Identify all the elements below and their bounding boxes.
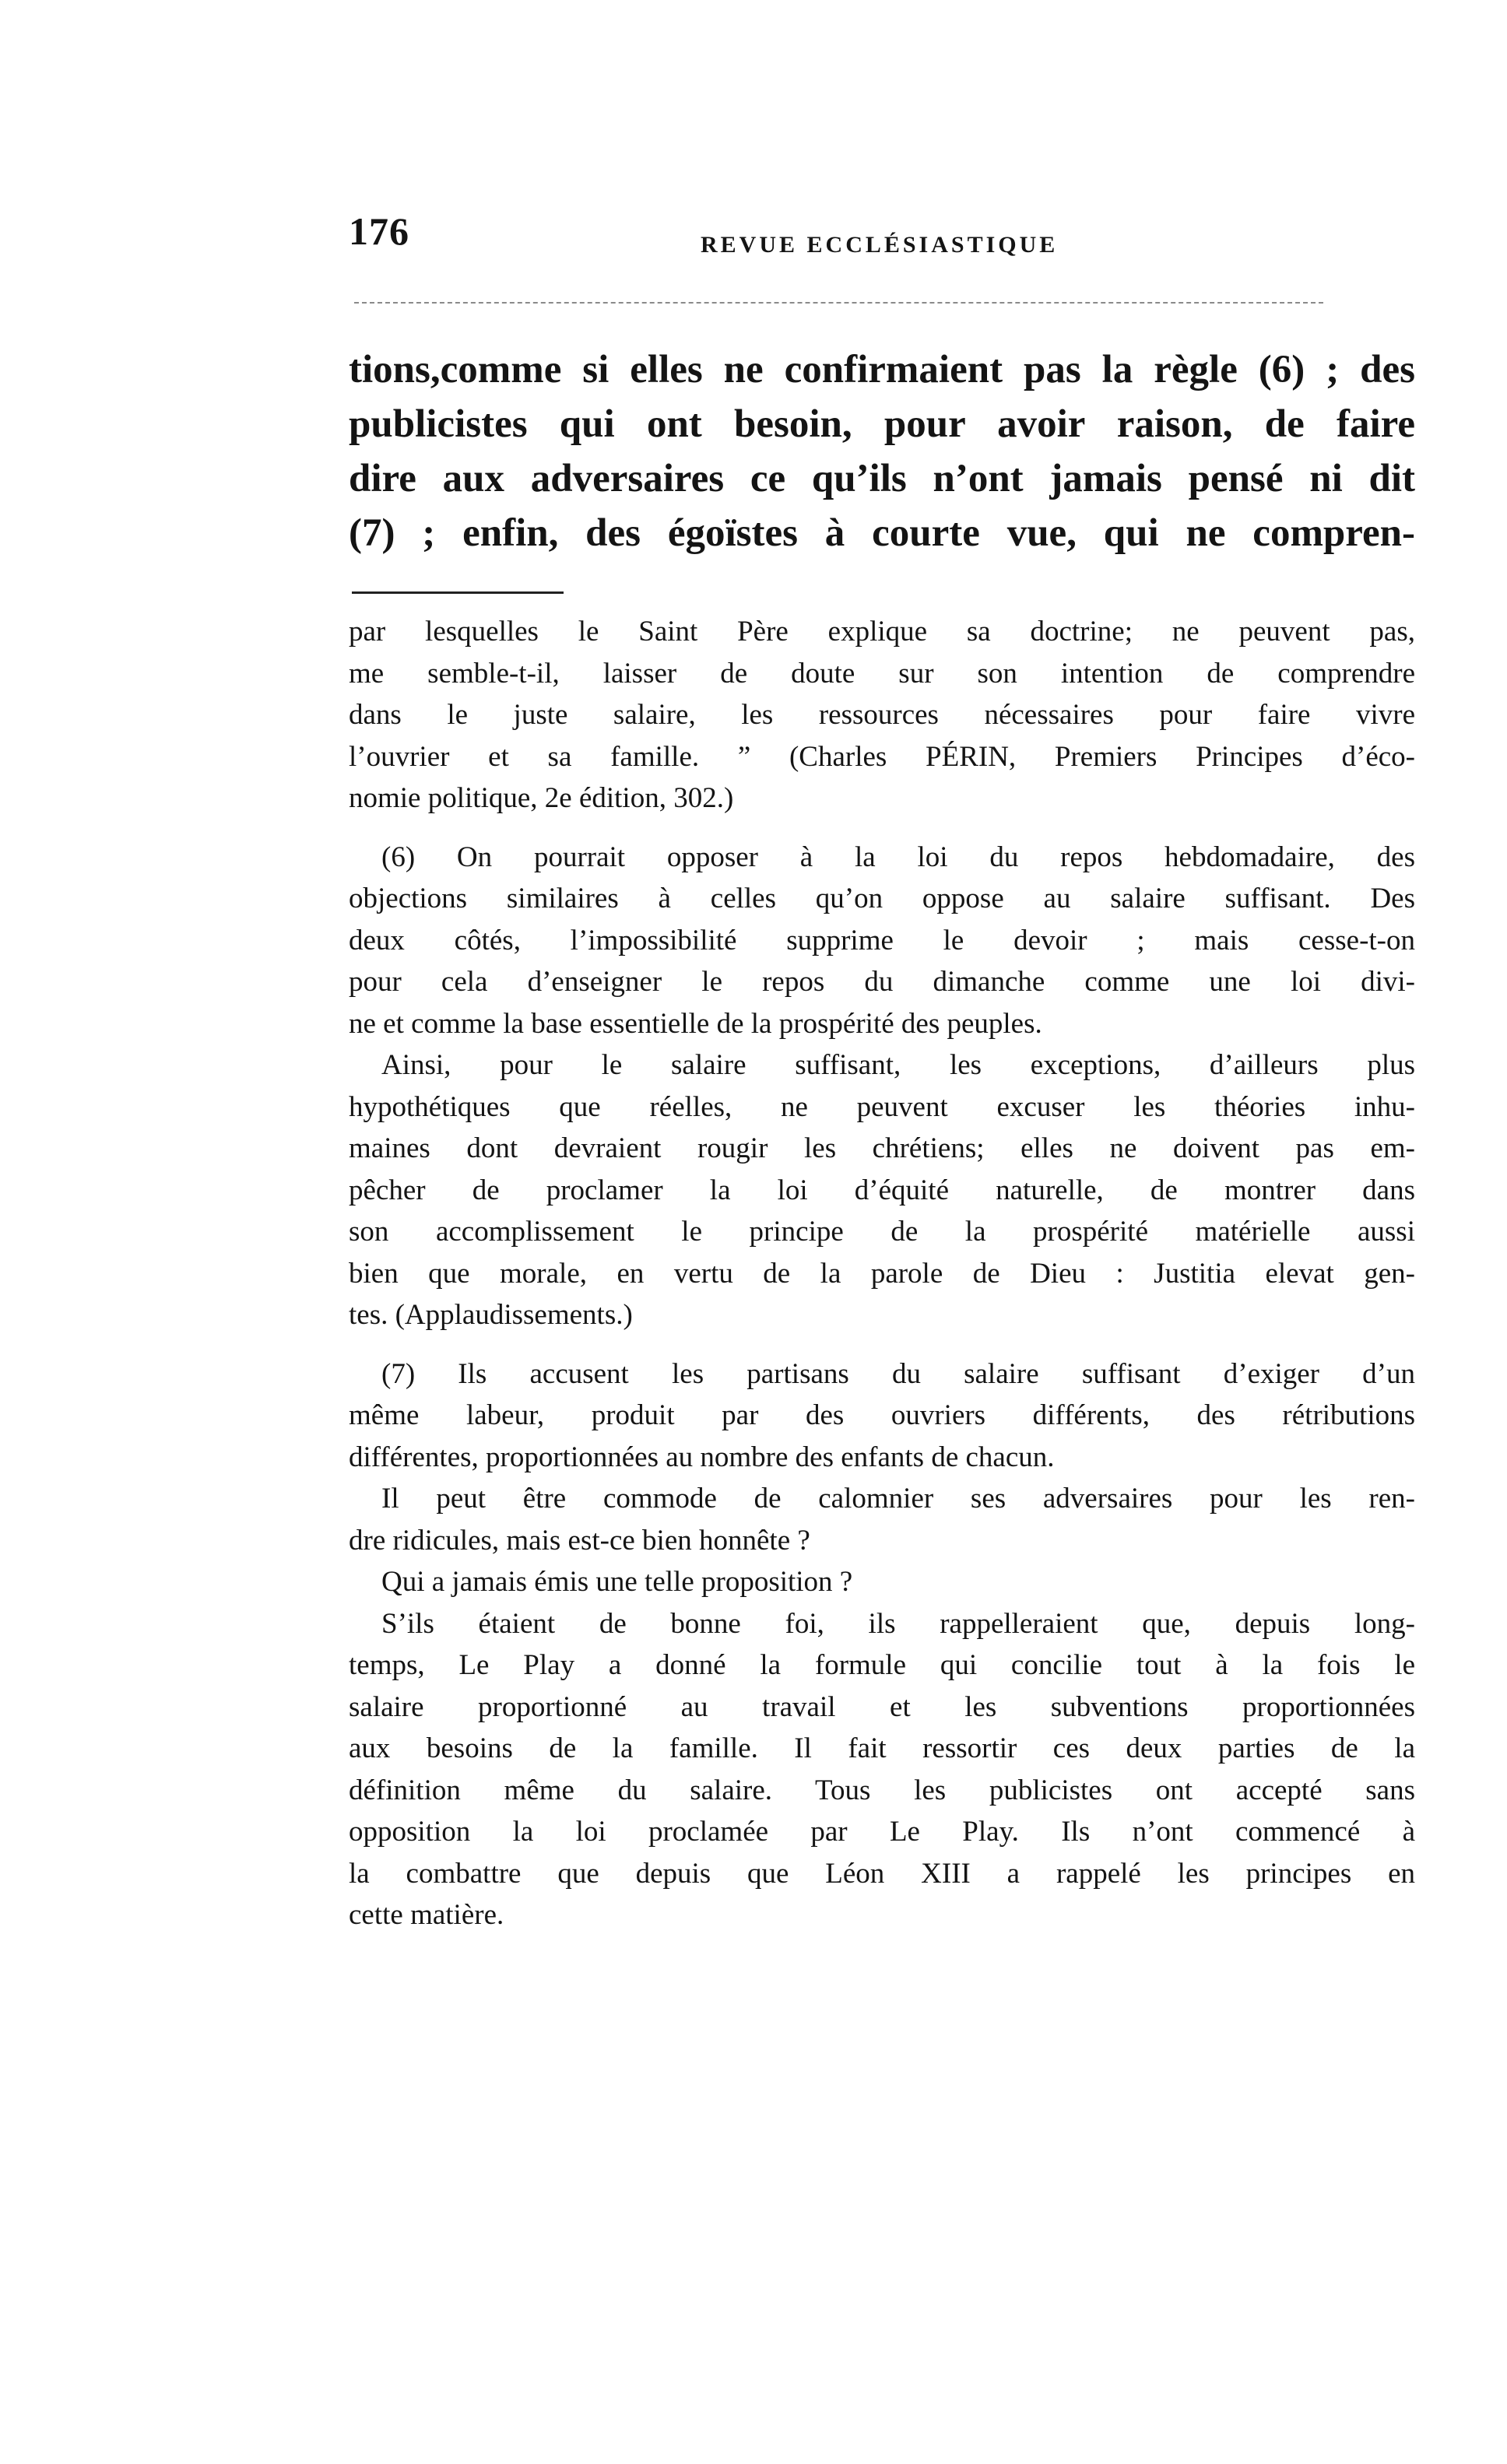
- text-line: dire aux adversaires ce qu’ils n’ont jamais pensé ni dit: [349, 457, 1415, 500]
- text-line: (7) ; enfin, des égoïstes à courte vue, qui ne compren-: [349, 511, 1415, 555]
- footnote-line: maines dont devraient rougir les chrétiens; elles ne doivent pas em-: [349, 1132, 1415, 1164]
- footnote-line: Ainsi, pour le salaire suffisant, les exceptions, d’ailleurs plus: [381, 1049, 1415, 1081]
- footnote-line: l’ouvrier et sa famille. ” (Charles PÉRIN, Premiers Principes d’éco-: [349, 740, 1415, 773]
- footnote-line: définition même du salaire. Tous les publicistes ont accepté sans: [349, 1774, 1415, 1806]
- footnote-line: (7) Ils accusent les partisans du salaire suffisant d’exiger d’un: [381, 1357, 1415, 1390]
- footnote-line: pour cela d’enseigner le repos du dimanche comme une loi divi-: [349, 966, 1415, 998]
- text-line: tions,comme si elles ne confirmaient pas la règle (6) ; des: [349, 348, 1415, 391]
- footnote-line: différentes, proportionnées au nombre des enfants de chacun.: [349, 1441, 1055, 1473]
- footnote-line: par lesquelles le Saint Père explique sa doctrine; ne peuvent pas,: [349, 616, 1415, 648]
- footnote-6: [349, 837, 1415, 1336]
- footnote-line: Qui a jamais émis une telle proposition ?: [381, 1566, 853, 1598]
- footnote-line: deux côtés, l’impossibilité supprime le devoir ; mais cesse-t-on: [349, 924, 1415, 956]
- footnote-line: bien que morale, en vertu de la parole de Dieu : Justitia elevat gen-: [349, 1257, 1415, 1290]
- footnote-line: temps, Le Play a donné la formule qui concilie tout à la fois le: [349, 1649, 1415, 1681]
- footnote-continuation: [349, 611, 1415, 820]
- header-rule: [354, 302, 1323, 304]
- footnote-line: nomie politique, 2e édition, 302.): [349, 782, 734, 814]
- footnote-line: Il peut être commode de calomnier ses adversaires pour les ren-: [381, 1483, 1415, 1515]
- page-header: [349, 209, 1415, 271]
- footnote-line: me semble-t-il, laisser de doute sur son intention de comprendre: [349, 657, 1415, 690]
- footnote-line: dans le juste salaire, les ressources nécessaires pour faire vivre: [349, 699, 1415, 731]
- footnote-line: son accomplissement le principe de la prospérité matérielle aussi: [349, 1216, 1415, 1248]
- footnote-line: S’ils étaient de bonne foi, ils rappelleraient que, depuis long-: [381, 1607, 1415, 1640]
- footnote-line: objections similaires à celles qu’on oppose au salaire suffisant. Des: [349, 883, 1415, 914]
- footnote-line: (6) On pourrait opposer à la loi du repos hebdomadaire, des: [381, 841, 1415, 873]
- footnote-gap: [349, 820, 1415, 837]
- text-line: publicistes qui ont besoin, pour avoir raison, de faire: [349, 402, 1415, 446]
- main-text: [349, 342, 1415, 560]
- footnote-line: la combattre que depuis que Léon XIII a rappelé les principes en: [349, 1857, 1415, 1890]
- footnote-line: aux besoins de la famille. Il fait ressortir ces deux parties de la: [349, 1732, 1415, 1764]
- footnote-line: opposition la loi proclamée par Le Play. Ils n’ont commencé à: [349, 1816, 1415, 1848]
- footnote-rule: [352, 591, 564, 594]
- footnote-line: même labeur, produit par des ouvriers différents, des rétributions: [349, 1399, 1415, 1431]
- footnote-line: ne et comme la base essentielle de la prospérité des peuples.: [349, 1007, 1042, 1040]
- footnote-7: [349, 1353, 1415, 1936]
- footnote-line: dre ridicules, mais est-ce bien honnête ?: [349, 1524, 810, 1557]
- footnote-line: pêcher de proclamer la loi d’équité naturelle, de montrer dans: [349, 1174, 1415, 1206]
- page-number: 176: [349, 209, 409, 253]
- running-title: REVUE ECCLÉSIASTIQUE: [701, 232, 1059, 258]
- footnote-gap: [349, 1336, 1415, 1353]
- footnote-line: salaire proportionné au travail et les subventions proportionnées: [349, 1690, 1415, 1723]
- footnote-line: tes. (Applaudissements.): [349, 1299, 633, 1331]
- footnote-line: cette matière.: [349, 1899, 504, 1931]
- footnotes: [349, 611, 1415, 1936]
- footnote-line: hypothétiques que réelles, ne peuvent excuser les théories inhu-: [349, 1090, 1415, 1123]
